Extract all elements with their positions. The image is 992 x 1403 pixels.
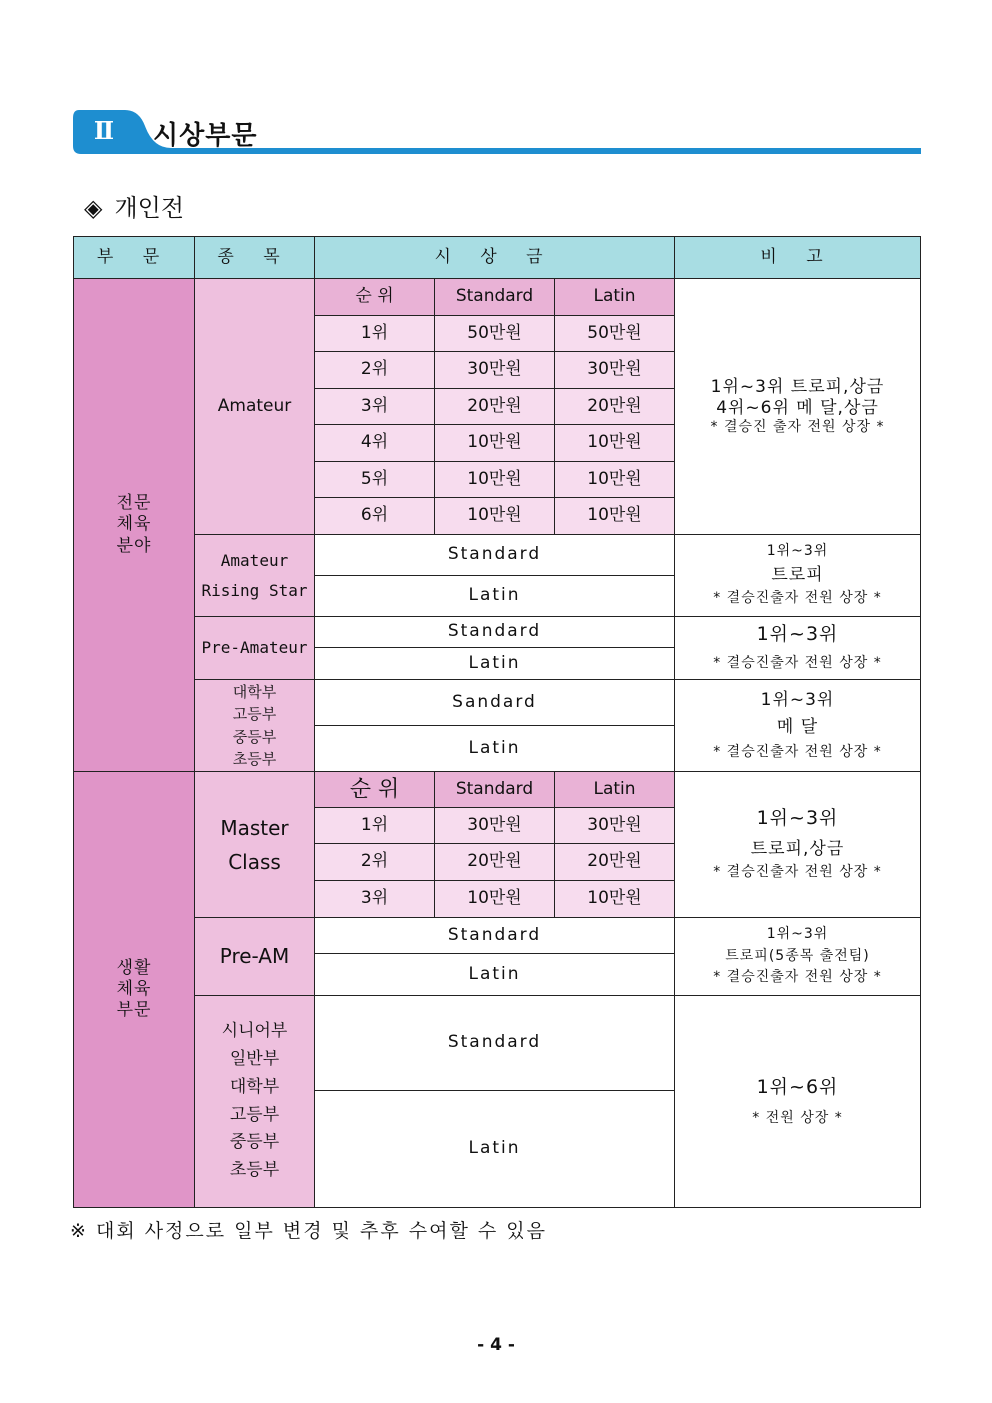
section-title: 시상부문	[153, 121, 258, 151]
remarks-age-groups: 1위~6위 * 전원 상장 *	[675, 996, 921, 1208]
header-prize: 시 상 금	[315, 237, 675, 279]
event-rising-star: Amateur Rising Star	[195, 535, 315, 617]
page-number: - 4 -	[477, 1335, 515, 1355]
remarks-school: 1위~3위 메 달 * 결승진출자 전원 상장 *	[675, 680, 921, 772]
table-row	[74, 279, 921, 316]
awards-table	[73, 236, 921, 1208]
style-latin: Latin	[315, 954, 675, 996]
table-row: 5위 10만원 10만원	[74, 462, 921, 498]
table-row	[74, 617, 921, 648]
remarks-pre-amateur: 1위~3위 * 결승진출자 전원 상장 *	[675, 617, 921, 680]
subsection-title	[84, 188, 184, 223]
header-division: 부 문	[74, 237, 195, 279]
category-pro: 전문 체육 분야	[74, 279, 195, 772]
style-latin: Latin	[315, 1091, 675, 1208]
event-pre-amateur: Pre-Amateur	[195, 617, 315, 680]
table-row: 1위 50만원 50만원	[74, 316, 921, 352]
style-latin: Latin	[315, 576, 675, 617]
table-row	[74, 680, 921, 726]
diamond-icon: ◈	[84, 194, 103, 222]
header-remarks: 비 고	[675, 237, 921, 279]
prize-header-latin: Latin	[555, 772, 675, 808]
style-standard: Standard	[315, 535, 675, 576]
table-row	[74, 535, 921, 576]
section-header	[73, 110, 921, 156]
table-row: 6위 10만원 10만원	[74, 498, 921, 535]
style-standard: Sandard	[315, 680, 675, 726]
table-row	[74, 918, 921, 954]
prize-header-standard: Standard	[435, 279, 555, 316]
table-row: 3위 10만원 10만원	[74, 881, 921, 918]
remarks-rising-star: 1위~3위 트로피 * 결승진출자 전원 상장 *	[675, 535, 921, 617]
prize-header-rank: 순 위	[315, 279, 435, 316]
style-standard: Standard	[315, 996, 675, 1091]
event-school: 대학부 고등부 중등부 초등부	[195, 680, 315, 772]
remarks-master-class: 1위~3위 트로피,상금 * 결승진출자 전원 상장 *	[675, 772, 921, 918]
prize-header-standard: Standard	[435, 772, 555, 808]
subsection-label: 개인전	[114, 194, 185, 222]
section-number: Ⅱ	[93, 116, 115, 145]
table-row: 3위 20만원 20만원	[74, 389, 921, 425]
style-latin: Latin	[315, 726, 675, 772]
category-life: 생활 체육 부문	[74, 772, 195, 1208]
footnote: ※ 대회 사정으로 일부 변경 및 추후 수여할 수 있음	[70, 1220, 548, 1242]
event-age-groups: 시니어부 일반부 대학부 고등부 중등부 초등부	[195, 996, 315, 1208]
remarks-pre-am: 1위~3위 트로피(5종목 출전팀) * 결승진출자 전원 상장 *	[675, 918, 921, 996]
style-standard: Standard	[315, 918, 675, 954]
table-row: 2위 20만원 20만원	[74, 844, 921, 881]
table-row: 2위 30만원 30만원	[74, 352, 921, 389]
style-latin: Latin	[315, 648, 675, 680]
style-standard: Standard	[315, 617, 675, 648]
remarks-amateur: 1위~3위 트로피,상금 4위~6위 메 달,상금 * 결승진 출자 전원 상장 *	[675, 279, 921, 535]
table-row	[74, 772, 921, 808]
header-event: 종 목	[195, 237, 315, 279]
table-header-row	[74, 237, 921, 279]
prize-header-rank: 순 위	[315, 772, 435, 808]
table-row: 4위 10만원 10만원	[74, 425, 921, 462]
event-amateur: Amateur	[195, 279, 315, 535]
event-pre-am: Pre-AM	[195, 918, 315, 996]
table-row: 1위 30만원 30만원	[74, 808, 921, 844]
table-row	[74, 996, 921, 1091]
event-master-class: Master Class	[195, 772, 315, 918]
prize-header-latin: Latin	[555, 279, 675, 316]
